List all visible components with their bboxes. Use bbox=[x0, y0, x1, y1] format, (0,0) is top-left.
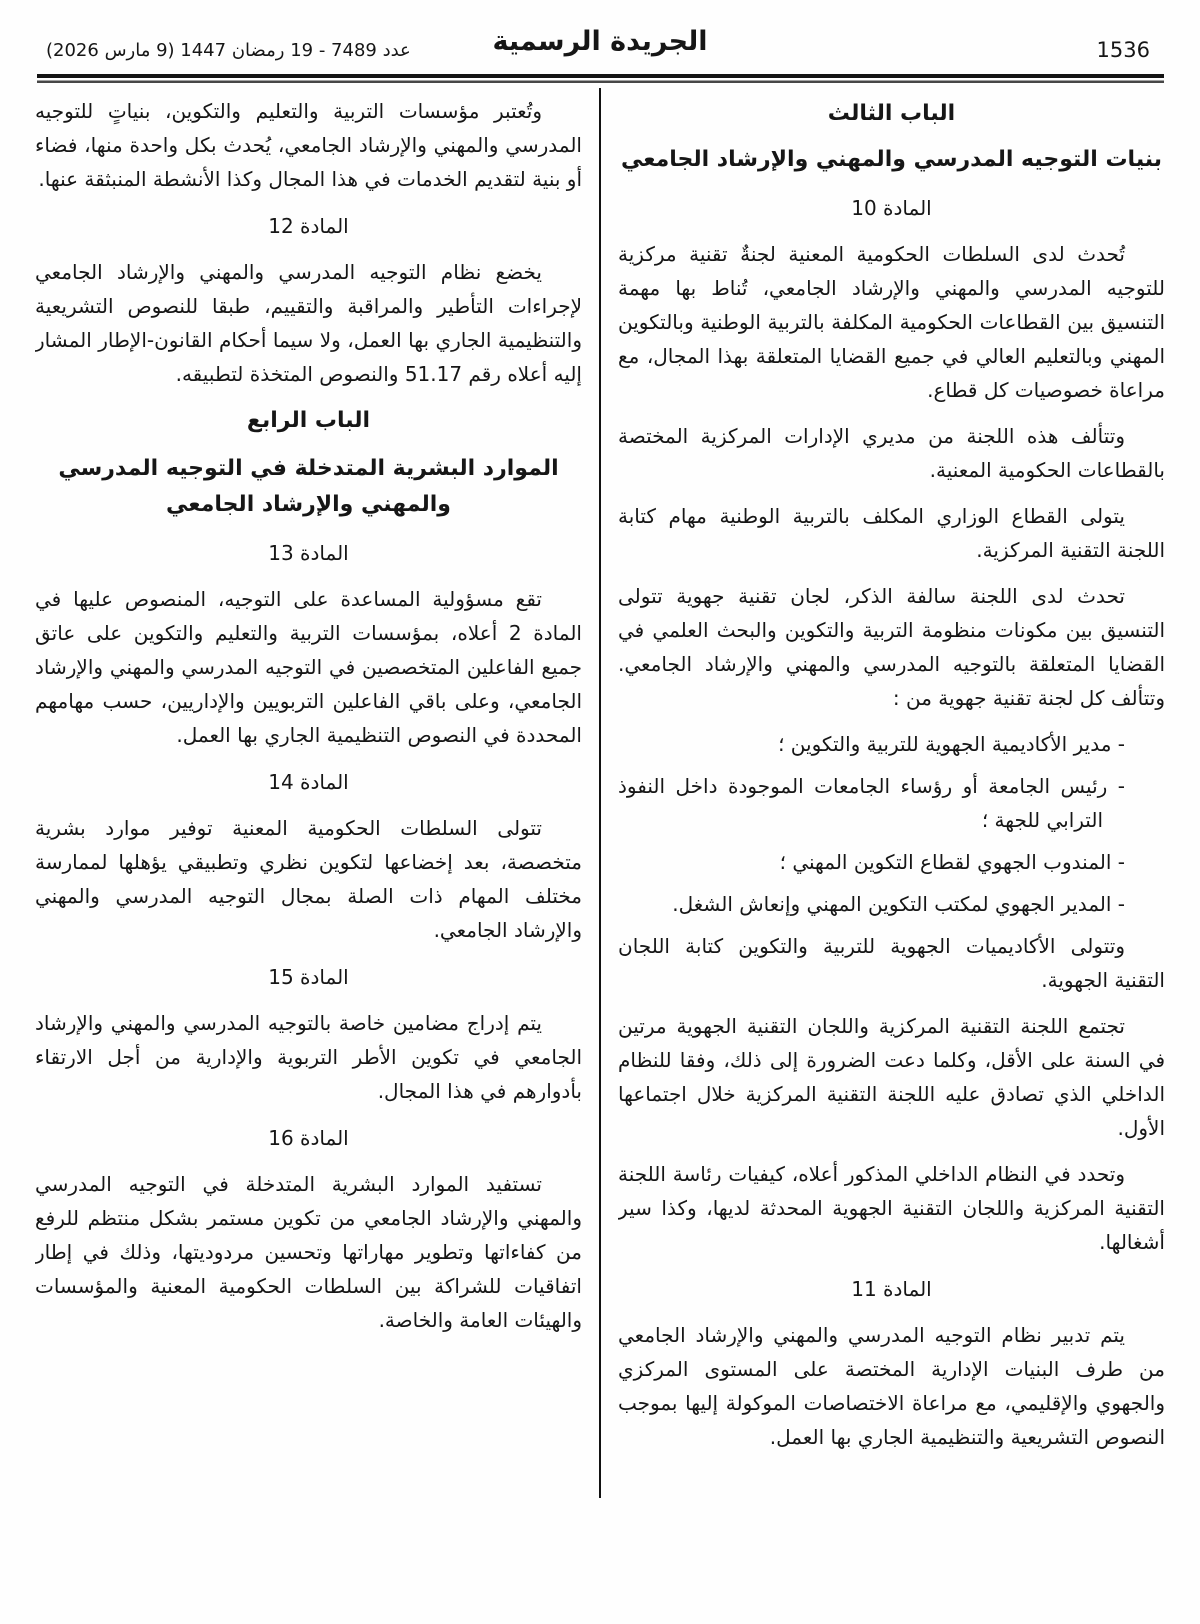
page-number: 1536 bbox=[1096, 38, 1150, 62]
column-left bbox=[35, 88, 582, 1500]
gazette-title: الجريدة الرسمية bbox=[492, 26, 708, 57]
article-12-label: المادة 12 bbox=[268, 214, 349, 238]
member-item-2: - رئيس الجامعة أو رؤساء الجامعات الموجودة داخل النفوذ الترابي للجهة ؛ bbox=[618, 774, 1125, 832]
article-11-label: المادة 11 bbox=[851, 1277, 932, 1301]
member-item-4: - المدير الجهوي لمكتب التكوين المهني وإنعاش الشغل. bbox=[672, 892, 1125, 916]
article-10-label: المادة 10 bbox=[851, 196, 932, 220]
article-13-label: المادة 13 bbox=[268, 541, 349, 565]
article-14-label: المادة 14 bbox=[268, 770, 349, 794]
article-16-label: المادة 16 bbox=[268, 1126, 349, 1150]
article-16-paragraph-1: تستفيد الموارد البشرية المتدخلة في التوجيه المدرسي والمهني والإرشاد الجامعي من تكوين مستمر بشكل منتظم للرفع من كفاءاتها وتطوير مهاراتها وتحسين مردوديتها، وذلك في إطار اتفاقيات للشراكة بين السلطات الحكومية المعنية والمؤسسات والهيئات العامة والخاصة. bbox=[35, 1172, 582, 1332]
continued-paragraph: وتُعتبر مؤسسات التربية والتعليم والتكوين، بنياتٍ للتوجيه المدرسي والمهني والإرشاد الجامعي، يُحدث بكل واحدة منها، فضاء أو بنية لتقديم الخدمات في هذا المجال وكذا الأنشطة المنبثقة عنها. bbox=[35, 99, 582, 191]
header-rule bbox=[37, 74, 1164, 83]
article-15-label: المادة 15 bbox=[268, 965, 349, 989]
article-10-paragraph-4: تحدث لدى اللجنة سالفة الذكر، لجان تقنية جهوية تتولى التنسيق بين مكونات منظومة التربية والتكوين والبحث العلمي في القضايا المتعلقة بالتوجيه المدرسي والمهني والإرشاد الجامعي. وتتألف كل لجنة تقنية جهوية من : bbox=[618, 584, 1165, 710]
column-divider bbox=[582, 88, 618, 1500]
column-right bbox=[618, 88, 1165, 1500]
chapter-3-heading: الباب الثالث bbox=[827, 101, 956, 126]
chapter-4-subtitle: الموارد البشرية المتدخلة في التوجيه المدرسي والمهني والإرشاد الجامعي bbox=[58, 456, 559, 517]
article-15-paragraph-1: يتم إدراج مضامين خاصة بالتوجيه المدرسي والمهني والإرشاد الجامعي في تكوين الأطر التربوية والإدارية من أجل الارتقاء بأدوارهم في هذا المجال. bbox=[35, 1011, 582, 1103]
article-10-paragraph-3: يتولى القطاع الوزاري المكلف بالتربية الوطنية مهام كتابة اللجنة التقنية المركزية. bbox=[618, 504, 1165, 562]
chapter-4-heading: الباب الرابع bbox=[246, 408, 371, 433]
regional-committee-members bbox=[618, 727, 1165, 921]
member-item-1: - مدير الأكاديمية الجهوية للتربية والتكوين ؛ bbox=[778, 732, 1125, 756]
article-13-paragraph-1: تقع مسؤولية المساعدة على التوجيه، المنصوص عليها في المادة 2 أعلاه، بمؤسسات التربية والتعليم والتكوين على عاتق جميع الفاعلين المتخصصين في التوجيه المدرسي والمهني والإرشاد الجامعي، وعلى باقي الفاعلين التربويين والإداريين، حسب مهامهم المحددة في النصوص التنظيمية الجاري بها العمل. bbox=[35, 587, 582, 747]
chapter-3-subtitle: بنيات التوجيه المدرسي والمهني والإرشاد الجامعي bbox=[620, 147, 1163, 172]
content-columns bbox=[35, 88, 1165, 1500]
article-12-paragraph-1: يخضع نظام التوجيه المدرسي والمهني والإرشاد الجامعي لإجراءات التأطير والمراقبة والتقييم، طبقا للنصوص التشريعية والتنظيمية الجاري بها العمل، ولا سيما أحكام القانون-الإطار المشار إليه أعلاه رقم 51.17 والنصوص المتخذة لتطبيقه. bbox=[35, 260, 582, 386]
article-11-paragraph-1: يتم تدبير نظام التوجيه المدرسي والمهني والإرشاد الجامعي من طرف البنيات الإدارية المختصة على المستوى المركزي والجهوي والإقليمي، مع مراعاة الاختصاصات الموكولة إليها بموجب النصوص التشريعية والتنظيمية الجاري بها العمل. bbox=[618, 1323, 1165, 1449]
article-10-paragraph-7: وتحدد في النظام الداخلي المذكور أعلاه، كيفيات رئاسة اللجنة التقنية المركزية واللجان التقنية الجهوية المحدثة لديها، وكذا سير أشغالها. bbox=[618, 1162, 1165, 1254]
article-10-paragraph-2: وتتألف هذه اللجنة من مديري الإدارات المركزية المختصة بالقطاعات الحكومية المعنية. bbox=[618, 424, 1165, 482]
article-14-paragraph-1: تتولى السلطات الحكومية المعنية توفير موارد بشرية متخصصة، بعد إخضاعها لتكوين نظري وتطبيقي يؤهلها لممارسة مختلف المهام ذات الصلة بمجال التوجيه المدرسي والمهني والإرشاد الجامعي. bbox=[35, 816, 582, 942]
member-item-3: - المندوب الجهوي لقطاع التكوين المهني ؛ bbox=[779, 850, 1125, 874]
article-10-paragraph-5: وتتولى الأكاديميات الجهوية للتربية والتكوين كتابة اللجان التقنية الجهوية. bbox=[618, 934, 1165, 992]
issue-info: عدد 7489 ‏- 19 رمضان 1447 (9 مارس 2026) bbox=[46, 40, 411, 61]
article-10-paragraph-6: تجتمع اللجنة التقنية المركزية واللجان التقنية الجهوية مرتين في السنة على الأقل، وكلما دعت الضرورة إلى ذلك، وفقا للنظام الداخلي الذي تصادق عليه اللجنة التقنية المركزية خلال اجتماعها الأول. bbox=[618, 1014, 1165, 1140]
article-10-paragraph-1: تُحدث لدى السلطات الحكومية المعنية لجنةٌ تقنية مركزية للتوجيه المدرسي والمهني والإرشاد الجامعي، تُناط بها مهمة التنسيق بين القطاعات الحكومية المكلفة بالتربية الوطنية وبالتكوين المهني وبالتعليم العالي في جميع القضايا المتعلقة بهذا المجال، مع مراعاة خصوصيات كل قطاع. bbox=[618, 242, 1165, 402]
